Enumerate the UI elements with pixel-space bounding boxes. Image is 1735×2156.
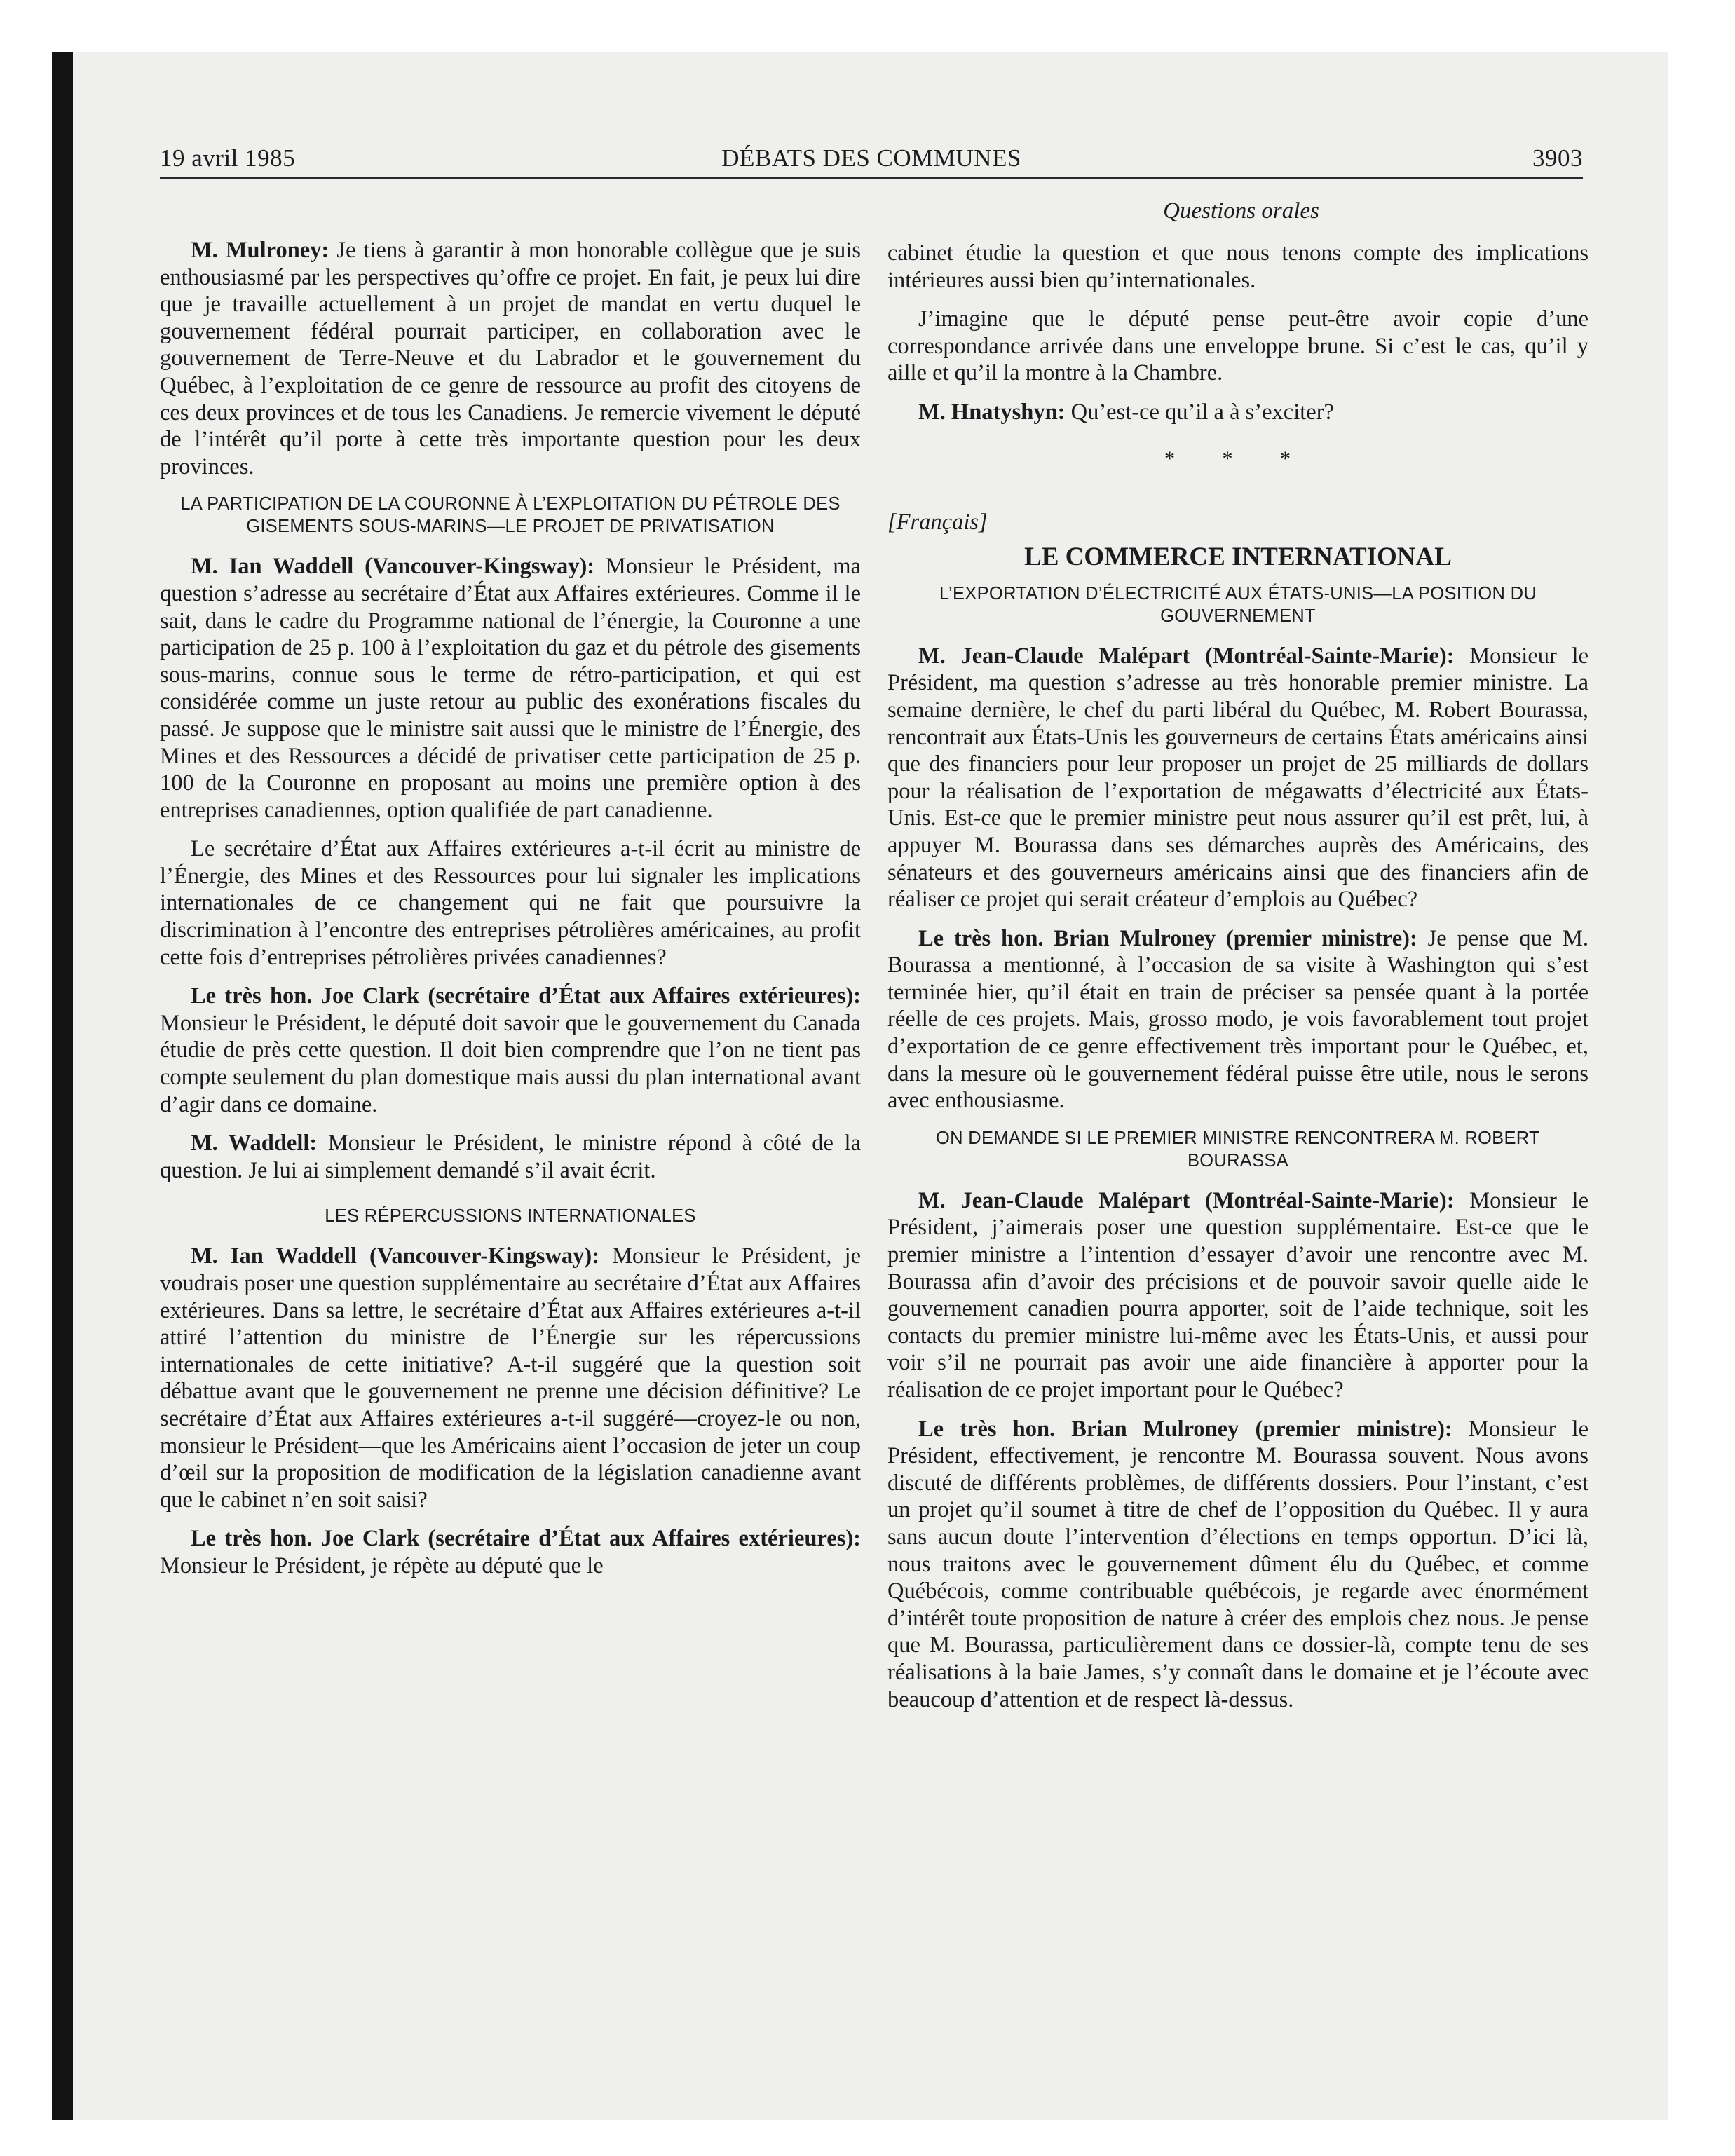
- header-rule: [160, 177, 1583, 179]
- paragraph: [887, 1416, 1588, 1714]
- paragraph: [887, 925, 1588, 1114]
- paragraph: [160, 983, 861, 1118]
- header-title: DÉBATS DES COMMUNES: [721, 144, 1021, 172]
- speech-text: Monsieur le Président, j’aimerais poser une question supplémentaire. Est-ce que le premier ministre a l’intention d’essayer d’avoir une rencontre avec M. Bourassa afin d’avoir des précisions et de pouvoir savoir quelle aide le gouvernement canadien pourra apporter, soit de l’aide technique, soit les contacts du premier ministre lui-même avec les États-Unis, et aussi pour voir s’il ne pourrait pas avoir une aide financière à apporter pour la réalisation de ce projet important pour le Québec?: [887, 1187, 1588, 1403]
- left-column: [160, 237, 861, 1592]
- speaker-name: Le très hon. Joe Clark (secrétaire d’État aux Affaires extérieures):: [191, 983, 861, 1009]
- speaker-name: M. Ian Waddell (Vancouver-Kingsway):: [191, 1243, 600, 1269]
- right-column: [887, 240, 1588, 1725]
- speech-text: Je pense que M. Bourassa a mentionné, à l’occasion de sa visite à Washington qui s’est terminée hier, qu’il était en train de préciser sa pensée quant à la portée réelle de ces projets. Mais, grosso modo, je vois favorablement tout projet d’exportation de ce genre effectivement très important pour le Québec, et, dans la mesure où le gouvernement fédéral puisse être utile, nous le serons avec enthousiasme.: [887, 925, 1588, 1114]
- speech-text: Je tiens à garantir à mon honorable collègue que je suis enthousiasmé par les perspectives qu’offre ce projet. En fait, je peux lui dire que je travaille actuellement à un projet de mandat en vertu duquel le gouvernement fédéral pourrait participer, en collaboration avec le gouvernement de Terre-Neuve et du Labrador et le gouvernement du Québec, à l’exploitation de ce genre de ressource au profit des citoyens de ces deux provinces et de tous les Canadiens. Je remercie vivement le député de l’intérêt qu’il porte à cette très importante question pour les deux provinces.: [160, 238, 861, 479]
- speaker-name: M. Ian Waddell (Vancouver-Kingsway):: [191, 554, 595, 580]
- paragraph: [160, 1243, 861, 1513]
- section-separator-stars: * * *: [1164, 446, 1312, 470]
- paragraph: [160, 237, 861, 480]
- paragraph: [887, 1187, 1588, 1404]
- speaker-name: M. Hnatyshyn:: [918, 399, 1066, 425]
- language-marker: [Français]: [887, 510, 988, 535]
- speaker-name: Le très hon. Brian Mulroney (premier ministre):: [918, 925, 1417, 951]
- speech-text: Monsieur le Président, ma question s’adresse au secrétaire d’État aux Affaires extérieures. Comme il le sait, dans le cadre du Programme national de l’énergie, la Couronne a une participation de 25 p. 100 à l’exploitation du gaz et du pétrole des gisements sous-marins, connue sous le terme de rétro-participation, et qui est considérée comme un juste retour au public des exonérations fiscales du passé. Je suppose que le ministre sait aussi que le ministre de l’Énergie, des Mines et des Ressources a décidé de privatiser cette participation de 25 p. 100 de la Couronne en proposant au moins une première option à des entreprises canadiennes, option qualifiée de part canadienne.: [160, 554, 861, 823]
- section-heading: L’EXPORTATION D’ÉLECTRICITÉ AUX ÉTATS-UNIS—LA POSITION DU GOUVERNEMENT: [939, 583, 1537, 626]
- paragraph: [160, 1130, 861, 1184]
- main-heading: LE COMMERCE INTERNATIONAL: [1024, 542, 1452, 571]
- speech-text: Monsieur le Président, le ministre répond à côté de la question. Je lui ai simplement demandé s’il avait écrit.: [160, 1131, 861, 1183]
- running-head: Questions orales: [1163, 198, 1319, 224]
- header-date: 19 avril 1985: [160, 144, 296, 172]
- paragraph: Le secrétaire d’État aux Affaires extérieures a-t-il écrit au ministre de l’Énergie, des Mines et des Ressources pour lui signaler les implications internationales de ce changement qui ne fait que poursuivre la discrimination à l’encontre des entreprises pétrolières américaines, au profit cette fois d’entreprises pétrolières privées canadiennes?: [160, 836, 861, 970]
- section-heading: ON DEMANDE SI LE PREMIER MINISTRE RENCONTRERA M. ROBERT BOURASSA: [936, 1128, 1540, 1171]
- paragraph: J’imagine que le député pense peut-être avoir copie d’une correspondance arrivée dans une enveloppe brune. Si c’est le cas, qu’il y aille et qu’il la montre à la Chambre.: [887, 306, 1588, 386]
- paragraph: [887, 399, 1588, 426]
- speech-text: Qu’est-ce qu’il a à s’exciter?: [1065, 399, 1334, 425]
- header-page-number: 3903: [1532, 144, 1583, 172]
- paragraph: [160, 553, 861, 824]
- paragraph: [887, 643, 1588, 913]
- speaker-name: M. Waddell:: [191, 1131, 318, 1157]
- speaker-name: M. Mulroney:: [191, 238, 329, 263]
- section-heading: LES RÉPERCUSSIONS INTERNATIONALES: [325, 1206, 696, 1227]
- paragraph: cabinet étudie la question et que nous tenons compte des implications intérieures aussi bien qu’internationales.: [887, 240, 1588, 293]
- speaker-name: M. Jean-Claude Malépart (Montréal-Sainte-Marie):: [918, 1187, 1455, 1213]
- speech-text: Monsieur le Président, je voudrais poser une question supplémentaire au secrétaire d’État aux Affaires extérieures. Dans sa lettre, le secrétaire d’État aux Affaires extérieures a-t-il attiré l’attention du ministre de l’Énergie sur les répercussions internationales de cette initiative? A-t-il suggéré que la question soit débattue avant que le gouvernement ne prenne une décision définitive? Le secrétaire d’État aux Affaires extérieures a-t-il suggéré—croyez-le ou non, monsieur le Président—que les Américains aient l’occasion de jeter un coup d’œil sur la proposition de modification de la législation canadienne avant que le cabinet n’en soit saisi?: [160, 1243, 861, 1513]
- speaker-name: Le très hon. Joe Clark (secrétaire d’État aux Affaires extérieures):: [191, 1526, 861, 1552]
- speech-text: Monsieur le Président, je répète au député que le: [160, 1553, 604, 1578]
- speaker-name: M. Jean-Claude Malépart (Montréal-Sainte-Marie):: [918, 643, 1455, 669]
- speech-text: Monsieur le Président, ma question s’adresse au très honorable premier ministre. La semaine dernière, le chef du parti libéral du Québec, M. Robert Bourassa, rencontrait aux États-Unis les gouverneurs de certains États américains ainsi que des financiers pour leur proposer un projet de 25 milliards de dollars pour la réalisation de l’exportation de mégawatts d’électricité aux États-Unis. Est-ce que le premier ministre peut nous assurer qu’il est prêt, lui, à appuyer M. Bourassa dans ses démarches auprès des Américains, des sénateurs et des gouverneurs américains ainsi que des financiers afin de réaliser ce projet qui serait créateur d’emplois au Québec?: [887, 643, 1588, 913]
- paragraph: [160, 1525, 861, 1579]
- scan-binding-edge: [52, 52, 73, 2120]
- speech-text: Monsieur le Président, le député doit savoir que le gouvernement du Canada étudie de près cette question. Il doit bien comprendre que l’on ne tient pas compte seulement du plan domestique mais aussi du plan international avant d’agir dans ce domaine.: [160, 1010, 861, 1117]
- speech-text: Monsieur le Président, effectivement, je rencontre M. Bourassa souvent. Nous avons discuté de différents problèmes, de différents dossiers. Pour l’instant, c’est un projet qu’il soumet à titre de chef de l’opposition du Québec. Il y aura sans aucun doute l’intervention d’élections en temps opportun. D’ici là, nous traitons avec le gouvernement dûment élu du Québec, et comme Québécois, comme contribuable québécois, je regarde avec énormément d’intérêt toute proposition de nature à créer des emplois chez nous. Je pense que M. Bourassa, particulièrement dans ce dossier-là, compte tenu de ses réalisations à la baie James, s’y connaît dans le domaine et je l’écoute avec beaucoup d’attention et de respect là-dessus.: [887, 1416, 1588, 1712]
- speaker-name: Le très hon. Brian Mulroney (premier ministre):: [918, 1416, 1452, 1442]
- section-heading: LA PARTICIPATION DE LA COURONNE À L’EXPLOITATION DU PÉTROLE DES GISEMENTS SOUS-MARINS—LE PROJET DE PRIVATISATION: [180, 494, 841, 537]
- page-header: [160, 144, 1583, 179]
